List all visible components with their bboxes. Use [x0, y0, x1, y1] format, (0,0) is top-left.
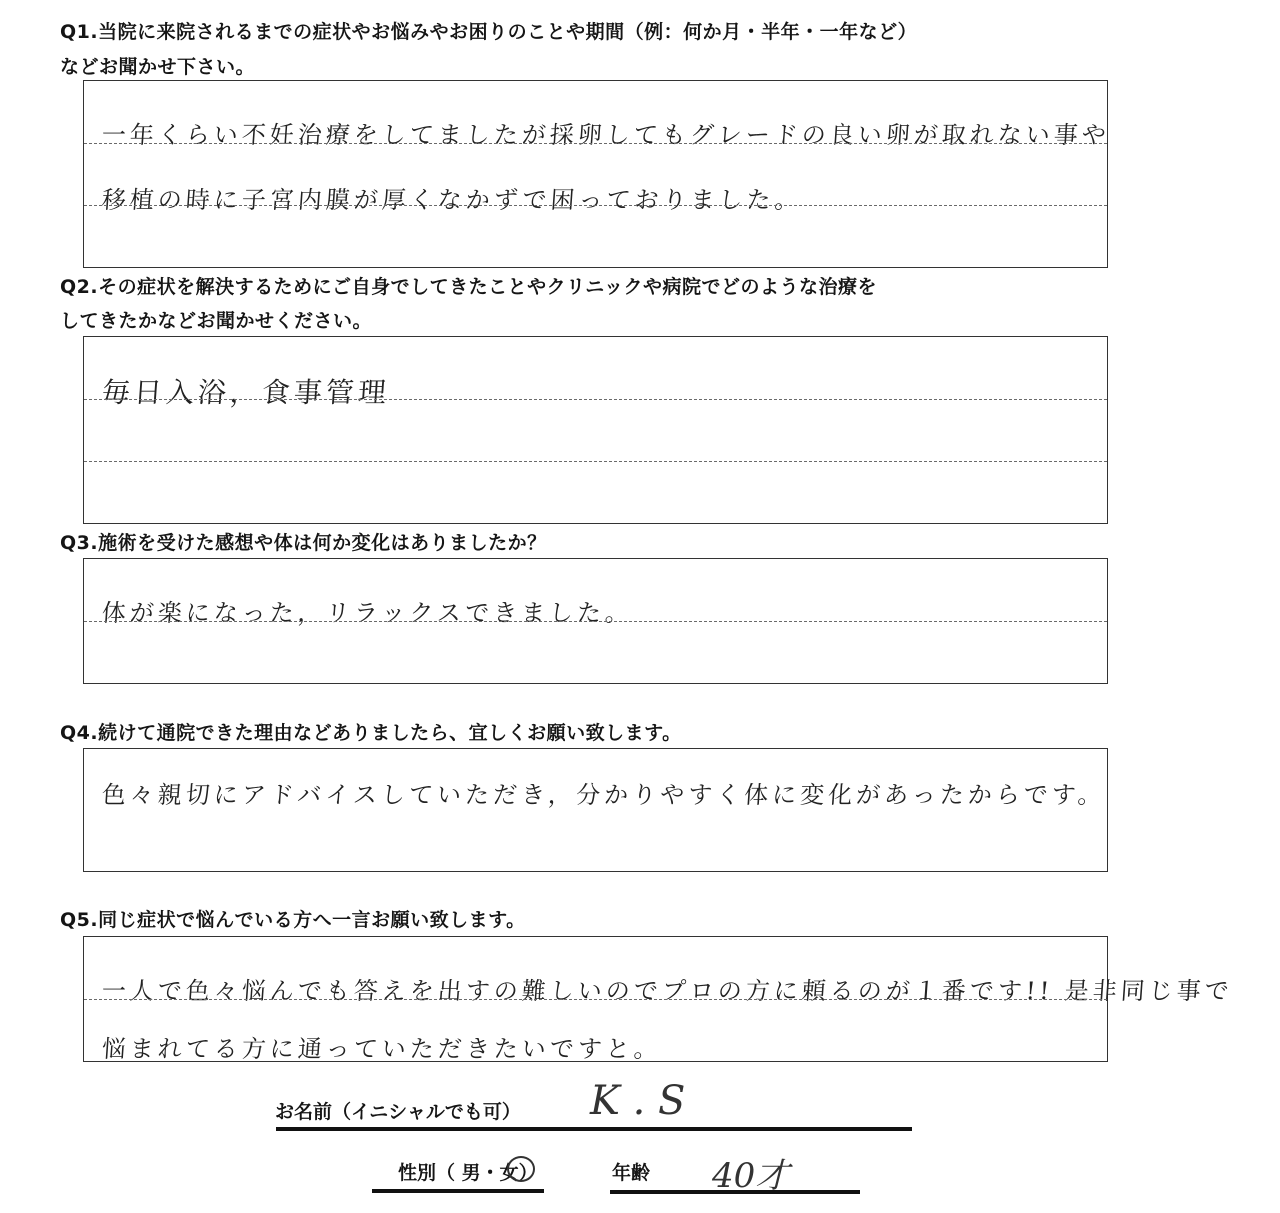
q2-answer-box — [83, 336, 1108, 524]
ruled-line — [84, 999, 1107, 1000]
q3-label-line1: Q3.施術を受けた感想や体は何か変化はありましたか？ — [60, 532, 547, 554]
q1-label-line1: Q1.当院に来院されるまでの症状やお悩みやお困りのことや期間（例：何か月・半年・一年など） — [60, 21, 918, 43]
name-label: お名前（イニシャルでも可） — [275, 1101, 521, 1123]
q2-label-line2: してきたかなどお聞かせください。 — [60, 310, 373, 332]
ruled-line — [84, 205, 1107, 206]
age-underline — [610, 1190, 860, 1194]
q5-answer-line1: 一人で色々悩んでも答えを出すの難しいのでプロの方に頼るのが１番です!! 是非同じ事で — [100, 977, 1234, 1005]
ruled-line — [84, 143, 1107, 144]
q4-answer-box — [83, 748, 1108, 872]
gender-underline — [372, 1189, 544, 1193]
name-value: K . S — [590, 1078, 686, 1124]
q3-answer-box — [83, 558, 1108, 684]
ruled-line — [84, 461, 1107, 462]
q1-answer-box — [83, 80, 1111, 268]
q1-answer-line1: 一年くらい不妊治療をしてましたが採卵してもグレードの良い卵が取れない事や — [100, 121, 1111, 149]
q1-answer-line2: 移植の時に子宮内膜が厚くなかずで困っておりました。 — [100, 186, 804, 214]
name-underline — [276, 1127, 912, 1131]
q2-answer-line1: 毎日入浴，食事管理 — [100, 376, 392, 409]
gender-label: 性別（ 男・女） — [398, 1162, 538, 1184]
gender-circle-mark — [507, 1156, 535, 1182]
q5-answer-line2: 悩まれてる方に通っていただきたいですと。 — [100, 1035, 663, 1063]
q4-answer-line1: 色々親切にアドバイスしていただき，分かりやすく体に変化があったからです。 — [100, 781, 1107, 809]
q3-answer-line1: 体が楽になった，リラックスできました。 — [100, 599, 635, 627]
age-value: 40才 — [712, 1156, 790, 1196]
q2-label-line1: Q2.その症状を解決するためにご自身でしてきたことやクリニックや病院でどのような治療を — [60, 276, 877, 298]
q4-label-line1: Q4.続けて通院できた理由などありましたら、宜しくお願い致します。 — [60, 722, 682, 744]
q1-label-line2: などお聞かせ下さい。 — [60, 56, 256, 78]
q5-answer-box — [83, 936, 1234, 1063]
ruled-line — [84, 621, 1107, 622]
age-label: 年齢 — [612, 1162, 651, 1184]
ruled-line — [84, 399, 1107, 400]
q5-label-line1: Q5.同じ症状で悩んでいる方へ一言お願い致します。 — [60, 909, 526, 931]
